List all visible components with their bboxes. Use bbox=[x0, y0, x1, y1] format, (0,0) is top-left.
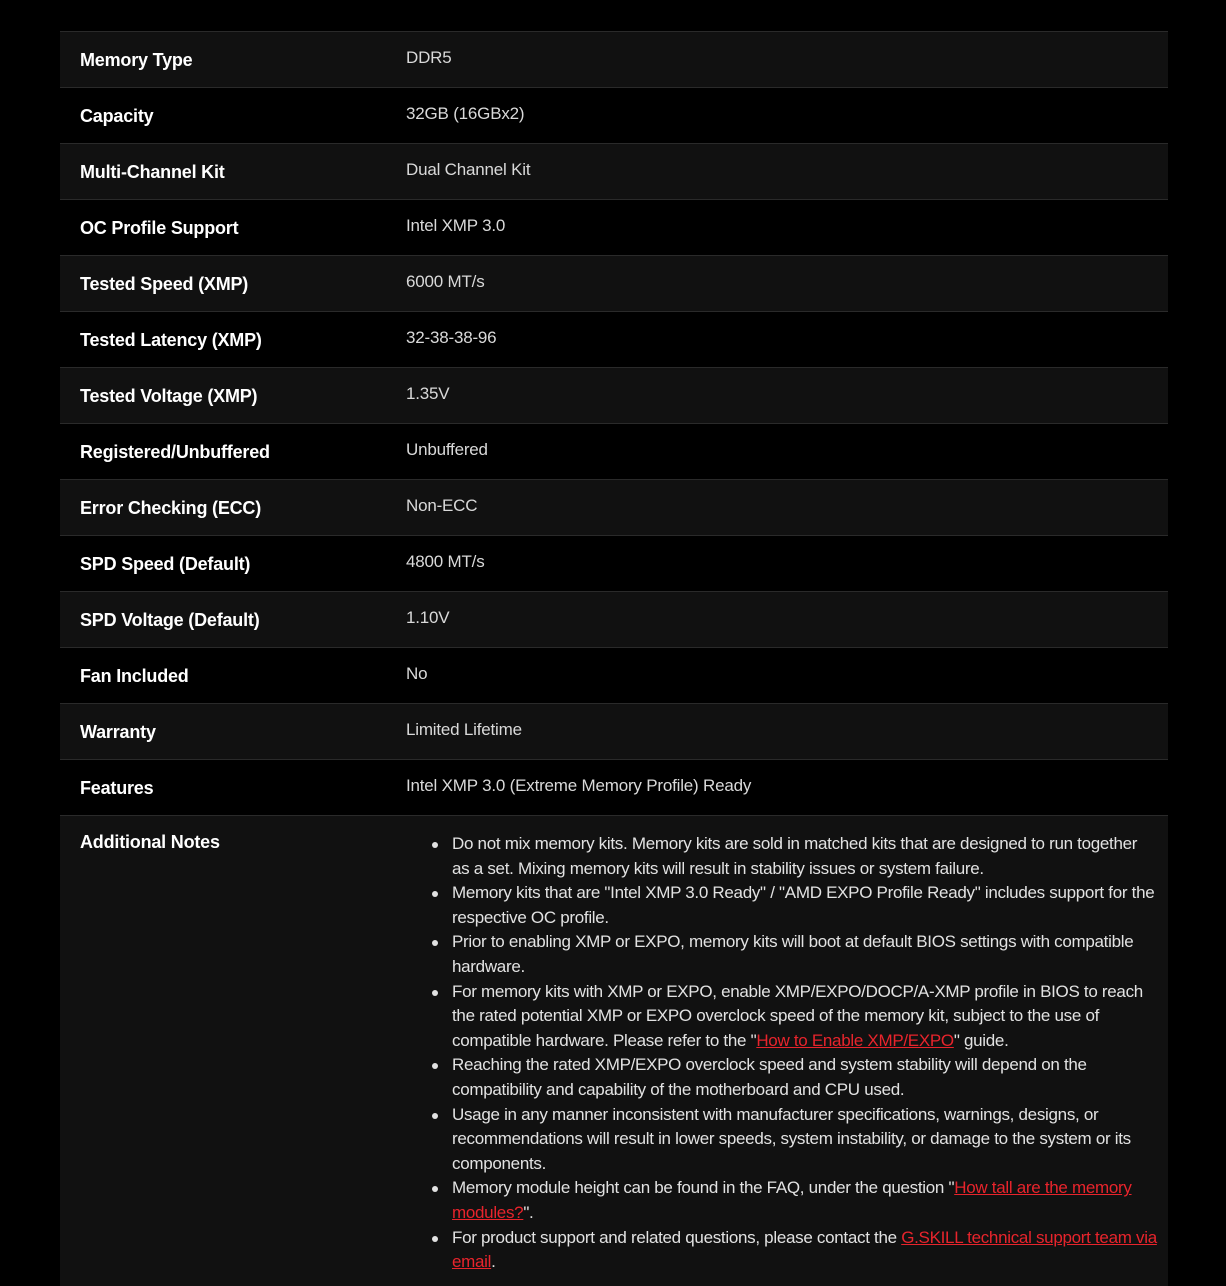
note-text: For product support and related questions, please contact the bbox=[452, 1227, 902, 1247]
spec-label: SPD Voltage (Default) bbox=[80, 610, 260, 630]
spec-label: Multi-Channel Kit bbox=[80, 162, 225, 182]
spec-label: Tested Latency (XMP) bbox=[80, 330, 262, 350]
spec-value: DDR5 bbox=[406, 48, 452, 67]
spec-row-memory-type bbox=[60, 31, 1168, 87]
spec-value: 6000 MT/s bbox=[406, 272, 485, 291]
spec-label: Tested Speed (XMP) bbox=[80, 274, 249, 294]
note-item bbox=[432, 1176, 1158, 1225]
spec-row-registered-unbuffered bbox=[60, 423, 1168, 479]
spec-value: 32GB (16GBx2) bbox=[406, 104, 525, 123]
notes-content bbox=[406, 816, 1168, 1286]
spec-value: Unbuffered bbox=[406, 440, 488, 459]
spec-label: Capacity bbox=[80, 106, 154, 126]
spec-label: Tested Voltage (XMP) bbox=[80, 386, 258, 406]
note-text: Do not mix memory kits. Memory kits are sold in matched kits that are designed to run together as a set. Mixing memory kits will result in stability issues or system failure. bbox=[452, 834, 1138, 878]
note-text: For memory kits with XMP or EXPO, enable XMP/EXPO/DOCP/A-XMP profile in BIOS to reach the rated potential XMP or EXPO overclock speed of the memory kit, subject to the use of compatible hardware. Please refer to the " bbox=[452, 981, 1143, 1050]
note-item bbox=[432, 1226, 1158, 1275]
spec-table bbox=[60, 31, 1168, 1286]
note-item bbox=[432, 1103, 1158, 1177]
note-item bbox=[432, 1053, 1158, 1102]
spec-value: 1.35V bbox=[406, 384, 450, 403]
spec-value: No bbox=[406, 664, 428, 683]
spec-value: Dual Channel Kit bbox=[406, 160, 531, 179]
note-text: " guide. bbox=[953, 1030, 1009, 1050]
note-item bbox=[432, 881, 1158, 930]
spec-row-spd-speed bbox=[60, 535, 1168, 591]
spec-value: Non-ECC bbox=[406, 496, 478, 515]
note-text: Memory kits that are "Intel XMP 3.0 Ready" / "AMD EXPO Profile Ready" includes support for the respective OC profile. bbox=[452, 883, 1155, 927]
spec-label: Registered/Unbuffered bbox=[80, 442, 270, 462]
spec-value: 32-38-38-96 bbox=[406, 328, 497, 347]
notes-list bbox=[406, 816, 1168, 1275]
note-text: Reaching the rated XMP/EXPO overclock speed and system stability will depend on the compatibility and capability of the motherboard and CPU used. bbox=[452, 1055, 1087, 1099]
notes-label: Additional Notes bbox=[80, 832, 220, 852]
spec-label: OC Profile Support bbox=[80, 218, 239, 238]
spec-row-features bbox=[60, 759, 1168, 815]
technical-support-email-link[interactable]: G.SKILL technical support team via email bbox=[452, 1227, 1157, 1272]
spec-row-spd-voltage bbox=[60, 591, 1168, 647]
spec-label: Features bbox=[80, 778, 154, 798]
note-item bbox=[432, 832, 1158, 881]
spec-label: Memory Type bbox=[80, 50, 193, 70]
note-text: Prior to enabling XMP or EXPO, memory kits will boot at default BIOS settings with compatible hardware. bbox=[452, 932, 1134, 976]
spec-row-error-checking bbox=[60, 479, 1168, 535]
spec-label: SPD Speed (Default) bbox=[80, 554, 251, 574]
spec-row-oc-profile-support bbox=[60, 199, 1168, 255]
note-text: . bbox=[491, 1252, 496, 1272]
spec-value: 4800 MT/s bbox=[406, 552, 485, 571]
note-item bbox=[432, 980, 1158, 1054]
spec-value: 1.10V bbox=[406, 608, 450, 627]
spec-value: Intel XMP 3.0 (Extreme Memory Profile) Ready bbox=[406, 776, 752, 795]
spec-label: Error Checking (ECC) bbox=[80, 498, 262, 518]
spec-row-capacity bbox=[60, 87, 1168, 143]
spec-row-fan-included bbox=[60, 647, 1168, 703]
memory-height-faq-link[interactable]: How tall are the memory modules? bbox=[452, 1178, 1132, 1222]
enable-xmp-expo-link[interactable]: How to Enable XMP/EXPO bbox=[756, 1030, 954, 1050]
spec-row-additional-notes bbox=[60, 815, 1168, 1286]
spec-row-tested-voltage bbox=[60, 367, 1168, 423]
spec-row-multi-channel-kit bbox=[60, 143, 1168, 199]
note-text: Memory module height can be found in the FAQ, under the question " bbox=[452, 1178, 955, 1198]
spec-label: Warranty bbox=[80, 722, 156, 742]
note-item bbox=[432, 930, 1158, 979]
spec-row-tested-speed bbox=[60, 255, 1168, 311]
spec-row-warranty bbox=[60, 703, 1168, 759]
note-text: Usage in any manner inconsistent with manufacturer specifications, warnings, designs, or recommendations will result in lower speeds, system instability, or damage to the system or its components. bbox=[452, 1104, 1131, 1173]
spec-row-tested-latency bbox=[60, 311, 1168, 367]
note-text: ". bbox=[523, 1202, 534, 1222]
spec-label: Fan Included bbox=[80, 666, 189, 686]
spec-value: Intel XMP 3.0 bbox=[406, 216, 506, 235]
spec-value: Limited Lifetime bbox=[406, 720, 522, 739]
